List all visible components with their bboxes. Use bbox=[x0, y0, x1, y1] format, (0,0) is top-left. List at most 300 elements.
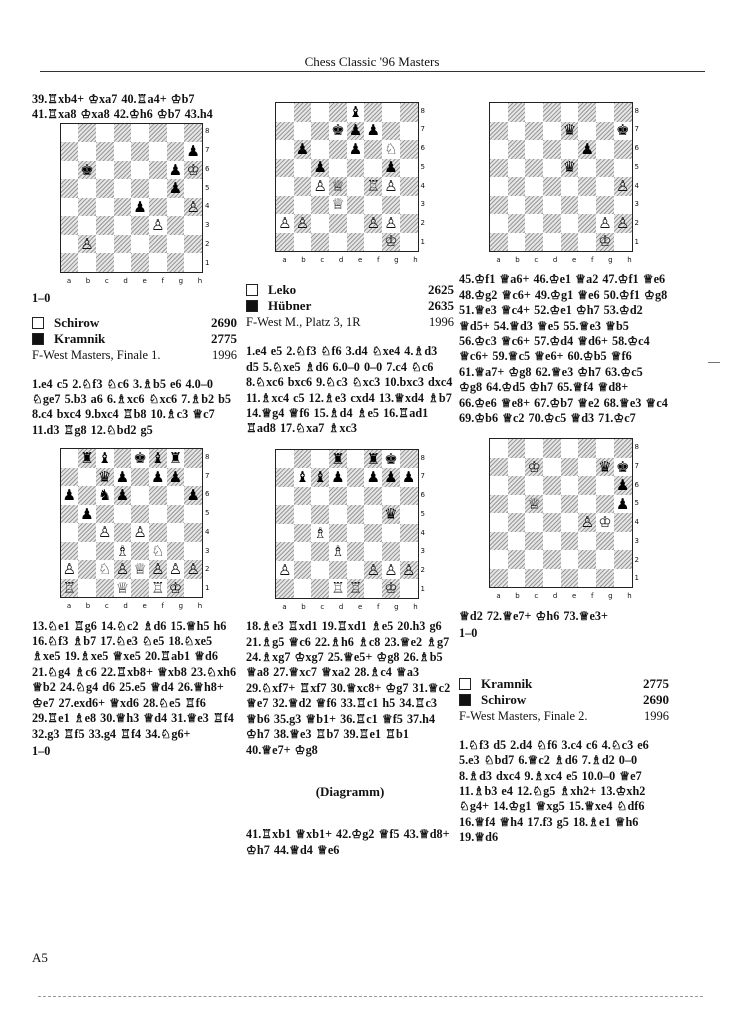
event-year: 1996 bbox=[429, 315, 454, 330]
board-square bbox=[347, 524, 365, 543]
file-label: e bbox=[358, 256, 363, 264]
board-square bbox=[543, 140, 561, 159]
board-square bbox=[508, 495, 526, 514]
white-pawn-icon: ♙ bbox=[364, 561, 382, 580]
event-year: 1996 bbox=[644, 708, 669, 723]
chess-diagram bbox=[489, 438, 639, 604]
black-queen-icon: ♛ bbox=[382, 505, 400, 524]
board-square bbox=[184, 505, 202, 524]
board-square bbox=[543, 177, 561, 196]
board-square bbox=[184, 523, 202, 542]
board-square bbox=[347, 487, 365, 506]
board-square bbox=[149, 486, 167, 505]
board-square bbox=[61, 505, 79, 524]
file-label: c bbox=[104, 602, 109, 611]
board-square bbox=[294, 542, 312, 561]
board-square bbox=[578, 569, 596, 588]
file-label: a bbox=[282, 256, 287, 264]
board-square bbox=[114, 179, 132, 198]
file-label: e bbox=[142, 602, 147, 611]
board-square bbox=[96, 505, 114, 524]
white-pawn-icon: ♙ bbox=[61, 560, 79, 579]
board-square bbox=[167, 523, 185, 542]
board-square bbox=[347, 159, 365, 178]
board-square bbox=[400, 196, 418, 215]
chess-diagram bbox=[60, 448, 210, 614]
black-queen-icon: ♛ bbox=[96, 468, 114, 487]
chess-diagram bbox=[489, 102, 639, 268]
black-pawn-icon: ♟ bbox=[614, 495, 632, 514]
board-square bbox=[614, 513, 632, 532]
file-labels bbox=[275, 600, 425, 615]
board-square bbox=[131, 161, 149, 180]
white-marker-icon bbox=[459, 678, 471, 690]
rank-labels bbox=[205, 448, 209, 598]
black-pawn-icon: ♟ bbox=[167, 179, 185, 198]
board-square bbox=[347, 214, 365, 233]
board-square bbox=[78, 560, 96, 579]
board-square bbox=[61, 253, 79, 272]
board-square bbox=[184, 235, 202, 254]
board-square bbox=[61, 124, 79, 143]
board-square bbox=[184, 124, 202, 143]
chess-board bbox=[489, 102, 633, 252]
black-pawn-icon: ♟ bbox=[184, 142, 202, 161]
board-square bbox=[508, 233, 526, 252]
rank-label: 6 bbox=[634, 144, 639, 153]
board-square bbox=[543, 532, 561, 551]
board-square bbox=[578, 550, 596, 569]
board-square bbox=[96, 179, 114, 198]
board-square bbox=[184, 579, 202, 598]
column-2 bbox=[246, 92, 457, 858]
board-square bbox=[364, 196, 382, 215]
board-square bbox=[596, 550, 614, 569]
board-square bbox=[61, 523, 79, 542]
file-label: g bbox=[394, 602, 399, 611]
event-name: F-West M., Platz 3, 1R bbox=[246, 315, 361, 330]
board-square bbox=[561, 439, 579, 458]
board-square bbox=[543, 103, 561, 122]
chess-diagram bbox=[275, 449, 425, 615]
board-square bbox=[364, 103, 382, 122]
black-pawn-icon: ♟ bbox=[78, 505, 96, 524]
white-pawn-icon: ♙ bbox=[96, 523, 114, 542]
rank-labels bbox=[635, 102, 639, 252]
white-marker-icon bbox=[246, 284, 258, 296]
board-square bbox=[131, 505, 149, 524]
chess-board bbox=[275, 449, 419, 599]
file-label: e bbox=[572, 256, 577, 264]
board-square bbox=[167, 253, 185, 272]
board-square bbox=[294, 450, 312, 469]
board-square bbox=[96, 579, 114, 598]
board-square bbox=[347, 450, 365, 469]
player-name: Kramnik bbox=[54, 330, 106, 346]
rank-label: 5 bbox=[420, 162, 425, 171]
board-square bbox=[96, 216, 114, 235]
file-label: b bbox=[515, 256, 520, 264]
board-square bbox=[61, 542, 79, 561]
game-header bbox=[459, 676, 669, 724]
black-knight-icon: ♞ bbox=[96, 486, 114, 505]
board-square bbox=[311, 214, 329, 233]
black-pawn-icon: ♟ bbox=[184, 486, 202, 505]
board-square bbox=[543, 550, 561, 569]
rank-labels bbox=[421, 449, 425, 599]
board-square bbox=[561, 140, 579, 159]
rank-label: 4 bbox=[420, 528, 425, 537]
file-label: c bbox=[104, 276, 109, 285]
board-square bbox=[561, 214, 579, 233]
board-square bbox=[294, 487, 312, 506]
game-result: 1–0 bbox=[32, 743, 51, 758]
board-square bbox=[578, 122, 596, 141]
rank-label: 7 bbox=[420, 125, 425, 134]
board-square bbox=[543, 569, 561, 588]
board-square bbox=[167, 235, 185, 254]
board-square bbox=[525, 214, 543, 233]
file-label: b bbox=[85, 276, 91, 285]
white-pawn-icon: ♙ bbox=[149, 560, 167, 579]
board-square bbox=[578, 159, 596, 178]
board-square bbox=[364, 524, 382, 543]
board-square bbox=[578, 214, 596, 233]
board-square bbox=[400, 542, 418, 561]
black-pawn-icon: ♟ bbox=[400, 468, 418, 487]
rank-label: 1 bbox=[205, 584, 210, 593]
board-square bbox=[131, 235, 149, 254]
black-pawn-icon: ♟ bbox=[131, 198, 149, 217]
board-square bbox=[61, 142, 79, 161]
board-square bbox=[149, 124, 167, 143]
file-label: g bbox=[608, 256, 613, 264]
board-square bbox=[614, 140, 632, 159]
black-marker-icon bbox=[459, 694, 471, 706]
white-marker-icon bbox=[32, 317, 44, 329]
board-square bbox=[561, 495, 579, 514]
board-square bbox=[508, 532, 526, 551]
white-pawn-icon: ♙ bbox=[184, 560, 202, 579]
white-king-icon: ♔ bbox=[525, 458, 543, 477]
board-square bbox=[184, 449, 202, 468]
board-square bbox=[131, 142, 149, 161]
board-square bbox=[364, 159, 382, 178]
board-square bbox=[578, 458, 596, 477]
board-square bbox=[614, 532, 632, 551]
rank-labels bbox=[205, 123, 209, 273]
board-square bbox=[578, 177, 596, 196]
black-rook-icon: ♜ bbox=[364, 450, 382, 469]
board-square bbox=[490, 214, 508, 233]
black-pawn-icon: ♟ bbox=[114, 486, 132, 505]
board-square bbox=[543, 196, 561, 215]
board-square bbox=[131, 253, 149, 272]
board-square bbox=[329, 505, 347, 524]
file-label: g bbox=[608, 592, 613, 601]
black-pawn-icon: ♟ bbox=[614, 476, 632, 495]
board-square bbox=[543, 233, 561, 252]
white-pawn-icon: ♙ bbox=[167, 560, 185, 579]
board-square bbox=[614, 159, 632, 178]
white-pawn-icon: ♙ bbox=[311, 177, 329, 196]
board-square bbox=[525, 532, 543, 551]
rank-label: 3 bbox=[205, 221, 210, 230]
board-square bbox=[61, 198, 79, 217]
board-square bbox=[294, 579, 312, 598]
board-square bbox=[329, 233, 347, 252]
board-square bbox=[508, 439, 526, 458]
rank-label: 3 bbox=[205, 546, 210, 555]
board-square bbox=[561, 196, 579, 215]
board-square bbox=[490, 532, 508, 551]
board-square bbox=[131, 486, 149, 505]
board-square bbox=[614, 569, 632, 588]
white-player bbox=[32, 315, 237, 331]
rank-label: 4 bbox=[205, 527, 210, 536]
board-square bbox=[508, 569, 526, 588]
file-label: f bbox=[161, 276, 164, 285]
white-queen-icon: ♕ bbox=[131, 560, 149, 579]
file-label: d bbox=[338, 602, 344, 611]
file-labels bbox=[60, 599, 210, 614]
board-square bbox=[329, 214, 347, 233]
board-square bbox=[400, 450, 418, 469]
board-square bbox=[78, 124, 96, 143]
file-labels bbox=[489, 253, 639, 268]
board-square bbox=[347, 505, 365, 524]
rank-label: 7 bbox=[205, 146, 210, 155]
board-square bbox=[364, 542, 382, 561]
board-square bbox=[311, 487, 329, 506]
rank-label: 6 bbox=[420, 144, 425, 153]
board-square bbox=[596, 495, 614, 514]
chess-diagram bbox=[275, 102, 425, 268]
board-square bbox=[382, 122, 400, 141]
board-square bbox=[149, 198, 167, 217]
black-pawn-icon: ♟ bbox=[578, 140, 596, 159]
board-square bbox=[347, 177, 365, 196]
white-pawn-icon: ♙ bbox=[114, 560, 132, 579]
board-square bbox=[149, 523, 167, 542]
rank-label: 7 bbox=[634, 461, 639, 470]
board-square bbox=[490, 122, 508, 141]
black-player bbox=[459, 692, 669, 708]
board-square bbox=[184, 216, 202, 235]
black-queen-icon: ♛ bbox=[596, 458, 614, 477]
board-square bbox=[311, 542, 329, 561]
black-pawn-icon: ♟ bbox=[294, 140, 312, 159]
board-square bbox=[96, 124, 114, 143]
chess-diagram bbox=[60, 123, 210, 289]
board-square bbox=[490, 458, 508, 477]
white-pawn-icon: ♙ bbox=[382, 177, 400, 196]
black-bishop-icon: ♝ bbox=[347, 103, 365, 122]
board-square bbox=[276, 524, 294, 543]
board-square bbox=[382, 103, 400, 122]
player-elo: 2775 bbox=[643, 675, 669, 691]
board-square bbox=[578, 495, 596, 514]
board-square bbox=[184, 542, 202, 561]
margin-mark: — bbox=[708, 354, 720, 368]
move-text: 45.♔f1 ♕a6+ 46.♔e1 ♕a2 47.♔f1 ♕e6 48.♔g2 ♕c6+ 49.♔g1 ♕e6 50.♔f1 ♔g8 51.♕e3 ♕c4+ 52.♔e1 ♔h7 53.♔d2 ♕d5+ 54.♕d3 ♕e5 55.♕e3 ♕b5 56.♔c3 ♕c6+ 57.♔d4 ♕d6+ 58.♔c4 ♕c6+ 59.♕c5 ♕e6+ 60.♔b5 ♕f6 61.♕a7+ ♔g8 62.♕e3 ♔h7 63.♔c5 ♔g8 64.♔d5 ♔h7 65.♕f4 ♕d8+ 66.♔e6 ♕e8+ 67.♔b7 ♕e2 68.♕e3 ♕c4 69.♔b6 ♕c2 70.♔c5 ♕d3 71.♔c7 bbox=[459, 272, 672, 426]
board-square bbox=[311, 450, 329, 469]
board-square bbox=[114, 449, 132, 468]
black-pawn-icon: ♟ bbox=[149, 468, 167, 487]
board-square bbox=[78, 253, 96, 272]
board-square bbox=[400, 103, 418, 122]
board-square bbox=[276, 159, 294, 178]
move-text: 1.e4 e5 2.♘f3 ♘f6 3.d4 ♘xe4 4.♗d3 d5 5.♘xe5 ♗d6 6.0–0 0–0 7.c4 ♘c6 8.♘xc6 bxc6 9.♘c3 ♘xc3 10.bxc3 dxc4 11.♗xc4 c5 12.♗e3 cxd4 13.♕xd4 ♗b7 14.♕g4 ♕f6 15.♗d4 ♗e5 16.♖ad1 ♖ad8 17.♘xa7 ♗xc3 bbox=[246, 344, 457, 436]
white-rook-icon: ♖ bbox=[149, 579, 167, 598]
board-square bbox=[561, 550, 579, 569]
board-square bbox=[276, 487, 294, 506]
board-square bbox=[364, 140, 382, 159]
bottom-rule bbox=[38, 996, 703, 997]
white-player bbox=[246, 282, 454, 298]
board-square bbox=[294, 524, 312, 543]
board-square bbox=[184, 468, 202, 487]
black-pawn-icon: ♟ bbox=[167, 161, 185, 180]
board-square bbox=[543, 495, 561, 514]
black-pawn-icon: ♟ bbox=[364, 468, 382, 487]
board-square bbox=[364, 505, 382, 524]
board-square bbox=[508, 458, 526, 477]
board-square bbox=[294, 233, 312, 252]
board-square bbox=[167, 216, 185, 235]
board-square bbox=[614, 196, 632, 215]
white-king-icon: ♔ bbox=[596, 513, 614, 532]
file-label: h bbox=[413, 256, 418, 264]
file-label: h bbox=[197, 276, 203, 285]
board-square bbox=[311, 140, 329, 159]
rank-label: 8 bbox=[205, 452, 210, 461]
event-name: F-West Masters, Finale 2. bbox=[459, 708, 588, 723]
black-bishop-icon: ♝ bbox=[311, 468, 329, 487]
board-square bbox=[311, 561, 329, 580]
board-square bbox=[149, 161, 167, 180]
board-square bbox=[490, 233, 508, 252]
board-square bbox=[543, 159, 561, 178]
player-name: Schirow bbox=[54, 314, 100, 330]
board-square bbox=[596, 177, 614, 196]
chess-board bbox=[60, 123, 204, 273]
file-label: b bbox=[515, 592, 520, 601]
board-square bbox=[114, 216, 132, 235]
board-square bbox=[347, 542, 365, 561]
board-square bbox=[347, 196, 365, 215]
board-square bbox=[114, 198, 132, 217]
board-square bbox=[382, 487, 400, 506]
file-label: c bbox=[320, 602, 325, 611]
file-label: b bbox=[301, 602, 306, 611]
board-square bbox=[596, 532, 614, 551]
rank-label: 1 bbox=[634, 574, 639, 583]
board-square bbox=[525, 103, 543, 122]
rank-label: 8 bbox=[420, 106, 425, 115]
file-label: c bbox=[534, 592, 539, 601]
file-label: b bbox=[301, 256, 306, 264]
rank-labels bbox=[635, 438, 639, 588]
event-line bbox=[32, 347, 237, 363]
board-square bbox=[543, 458, 561, 477]
board-square bbox=[311, 122, 329, 141]
board-square bbox=[490, 495, 508, 514]
black-pawn-icon: ♟ bbox=[347, 122, 365, 141]
event-name: F-West Masters, Finale 1. bbox=[32, 347, 161, 362]
board-square bbox=[400, 159, 418, 178]
board-square bbox=[276, 177, 294, 196]
board-square bbox=[276, 542, 294, 561]
white-pawn-icon: ♙ bbox=[131, 523, 149, 542]
file-label: e bbox=[142, 276, 147, 285]
board-square bbox=[131, 216, 149, 235]
player-name: Schirow bbox=[481, 691, 527, 707]
board-square bbox=[276, 103, 294, 122]
black-pawn-icon: ♟ bbox=[382, 468, 400, 487]
rank-label: 6 bbox=[205, 490, 210, 499]
board-square bbox=[490, 569, 508, 588]
board-square bbox=[149, 253, 167, 272]
white-pawn-icon: ♙ bbox=[578, 513, 596, 532]
board-square bbox=[400, 524, 418, 543]
white-rook-icon: ♖ bbox=[329, 579, 347, 598]
black-marker-icon bbox=[246, 300, 258, 312]
board-square bbox=[364, 233, 382, 252]
board-square bbox=[578, 233, 596, 252]
board-square bbox=[114, 253, 132, 272]
file-label: f bbox=[161, 602, 164, 611]
board-square bbox=[596, 439, 614, 458]
board-square bbox=[114, 161, 132, 180]
board-square bbox=[78, 486, 96, 505]
board-square bbox=[114, 124, 132, 143]
rank-label: 6 bbox=[420, 491, 425, 500]
board-square bbox=[490, 159, 508, 178]
board-square bbox=[294, 561, 312, 580]
white-king-icon: ♔ bbox=[382, 233, 400, 252]
white-queen-icon: ♕ bbox=[329, 177, 347, 196]
rank-label: 7 bbox=[205, 471, 210, 480]
file-label: f bbox=[376, 256, 380, 264]
rank-label: 2 bbox=[634, 219, 639, 228]
rank-label: 1 bbox=[420, 584, 425, 593]
move-text: 13.♘e1 ♖g6 14.♘c2 ♗d6 15.♕h5 h6 16.♘f3 ♗b7 17.♘e3 ♘e5 18.♘xe5 ♗xe5 19.♗xe5 ♕xe5 20.♖ab1 ♕d6 21.♘g4 ♗c6 22.♖xb8+ ♕xb8 23.♘xh6 ♕b2 24.♘g4 d6 25.e5 ♕d4 26.♕h8+ ♔e7 27.exd6+ ♕xd6 28.♘e5 ♖f6 29.♖e1 ♗e8 30.♕h3 ♕d4 31.♕e3 ♖f4 32.g3 ♖f5 33.g4 ♖f4 34.♘g6+ bbox=[32, 618, 241, 741]
move-text: 39.♖xb4+ ♔xa7 40.♖a4+ ♔b7 41.♖xa8 ♔xa8 42.♔h6 ♔b7 43.h4 bbox=[32, 92, 213, 122]
black-pawn-icon: ♟ bbox=[364, 122, 382, 141]
black-pawn-icon: ♟ bbox=[61, 486, 79, 505]
black-king-icon: ♚ bbox=[614, 458, 632, 477]
black-player bbox=[246, 298, 454, 314]
board-square bbox=[131, 124, 149, 143]
white-knight-icon: ♘ bbox=[96, 560, 114, 579]
white-knight-icon: ♘ bbox=[382, 140, 400, 159]
board-square bbox=[614, 233, 632, 252]
board-square bbox=[114, 523, 132, 542]
board-square bbox=[614, 103, 632, 122]
game-header bbox=[32, 315, 237, 363]
file-label: c bbox=[320, 256, 325, 264]
move-text: 1.♘f3 d5 2.d4 ♘f6 3.c4 c6 4.♘c3 e6 5.e3 ♘bd7 6.♕c2 ♗d6 7.♗d2 0–0 8.♗d3 dxc4 9.♗xc4 e5 10.0–0 ♕e7 11.♗b3 e4 12.♘g5 ♗xh2+ 13.♔xh2 ♘g4+ 14.♔g1 ♕xg5 15.♕xe4 ♘df6 16.♕f4 ♕h4 17.f3 g5 18.♗e1 ♕h6 19.♕d6 bbox=[459, 737, 653, 845]
rank-label: 4 bbox=[420, 181, 425, 190]
file-label: f bbox=[590, 592, 594, 601]
black-pawn-icon: ♟ bbox=[329, 468, 347, 487]
rank-label: 3 bbox=[420, 547, 425, 556]
black-king-icon: ♚ bbox=[329, 122, 347, 141]
file-label: f bbox=[590, 256, 594, 264]
player-name: Leko bbox=[268, 282, 297, 298]
board-square bbox=[311, 233, 329, 252]
